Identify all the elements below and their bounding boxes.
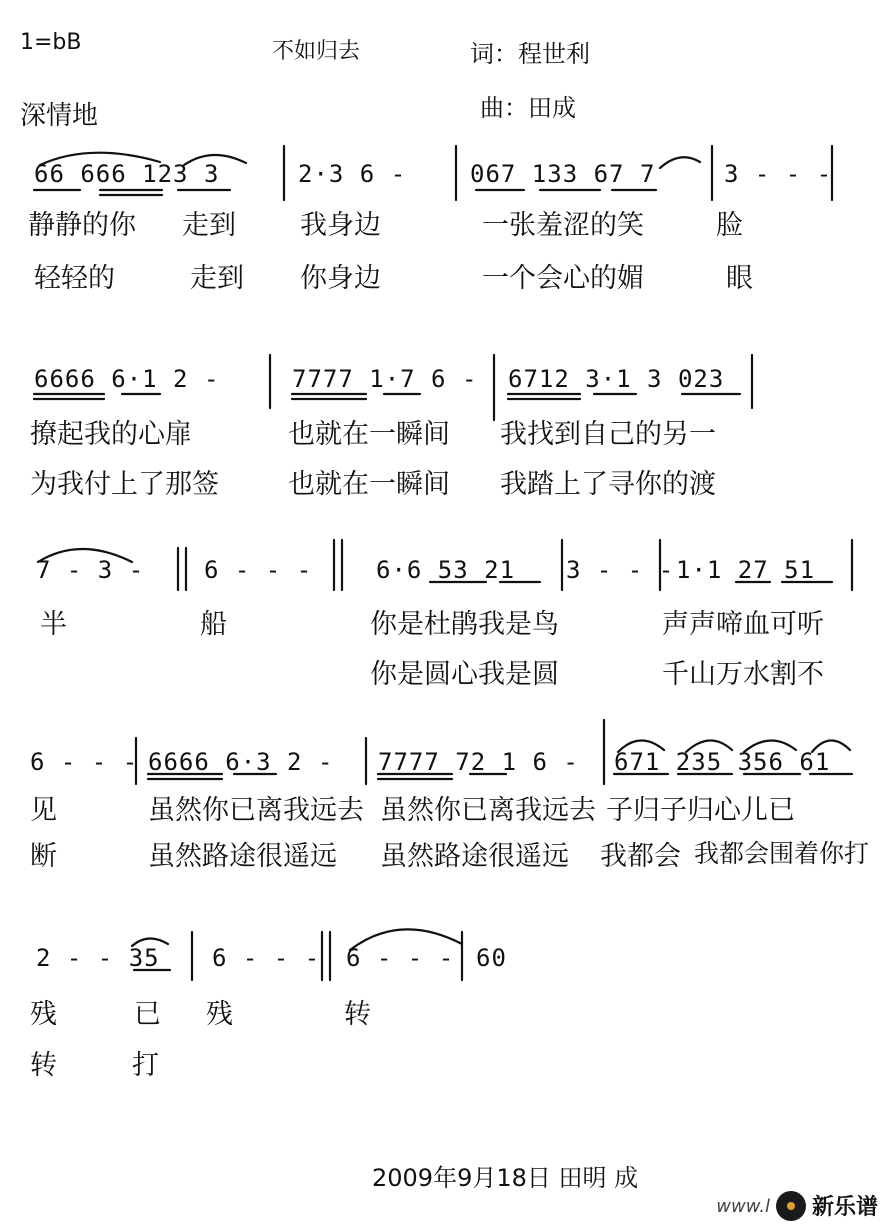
measure: 7 - 3 - [36,556,145,584]
lyric: 你是杜鹃我是鸟 [370,609,559,640]
measure: 1·1 27 51 [676,556,816,584]
watermark-logo [776,1190,878,1221]
lyric: 虽然你已离我远去 [148,795,364,826]
lyric: 眼 [726,263,753,294]
lyric: 我都会 [600,841,681,872]
lyric: 半 [40,609,67,640]
lyric: 为我付上了那签 [30,469,219,500]
measure: 3 - - - [566,556,675,584]
lyric: 虽然路途很遥远 [148,841,337,872]
lyric: 脸 [716,210,743,241]
lyric: 我都会围着你打 [694,839,870,868]
measure: 6 - - - [204,556,313,584]
lyric: 也就在一瞬间 [288,419,450,450]
measure: 7777 72 1 6 - [378,748,579,776]
record-disc-icon [776,1191,806,1221]
lyric: 打 [132,1050,159,1081]
measure: 60 [476,944,507,972]
measure: 671 235 356 61 [614,748,831,776]
lyric: 你是圆心我是圆 [370,659,559,690]
key-signature: 1=bB [20,30,82,55]
lyric: 一个会心的媚 [482,263,644,294]
lyric: 船 [200,609,227,640]
lyric: 你身边 [300,263,381,294]
measure: 6666 6·1 2 - [34,365,220,393]
song-title: 不如归去 [272,39,361,64]
measure: 2·3 6 - [298,160,407,188]
lyric: 声声啼血可听 [662,609,824,640]
lyric: 走到 [190,263,244,294]
measure: 6712 3·1 3 023 [508,365,725,393]
lyric: 虽然你已离我远去 [380,795,596,826]
measure: 6666 6·3 2 - [148,748,334,776]
watermark-brand: 新乐谱 [811,1195,878,1220]
lyric: 千山万水割不 [662,659,824,690]
lyric: 走到 [182,210,236,241]
expression-mark: 深情地 [20,101,99,131]
lyric: 一张羞涩的笑 [482,210,644,241]
lyric: 也就在一瞬间 [288,469,450,500]
lyric: 我踏上了寻你的渡 [500,469,716,500]
measure: 6·6 53 21 [376,556,516,584]
lyric: 我身边 [300,210,381,241]
watermark-url: www.l [716,1196,770,1217]
lyric: 转 [30,1050,57,1081]
lyric: 转 [344,999,371,1030]
lyric: 撩起我的心扉 [30,419,192,450]
lyric: 断 [30,841,57,872]
measure: 7777 1·7 6 - [292,365,478,393]
lyric: 虽然路途很遥远 [380,841,569,872]
lyric: 静静的你 [28,210,136,241]
measure: 2 - - 35 [36,944,160,972]
composer-credit: 曲：田成 [480,94,576,122]
lyricist-credit: 词：程世利 [470,40,590,68]
measure: 6 - - - [212,944,321,972]
lyric: 残 [206,999,233,1030]
slur [660,157,700,168]
lyric: 残 [30,999,57,1030]
measure: 067 133 67 7 [470,160,656,188]
lyric: 轻轻的 [34,263,115,294]
measure: 66 666 123 3 [34,160,220,188]
measure: 3 - - - [724,160,833,188]
date-signature: 2009年9月18日 田明 成 [372,1164,639,1192]
lyric: 见 [30,795,57,826]
lyric: 已 [134,999,161,1030]
measure: 6 - - - [30,748,139,776]
lyric: 我找到自己的另一 [500,419,716,450]
measure: 6 - - - [346,944,455,972]
lyric: 子归子归心儿已 [606,795,795,826]
